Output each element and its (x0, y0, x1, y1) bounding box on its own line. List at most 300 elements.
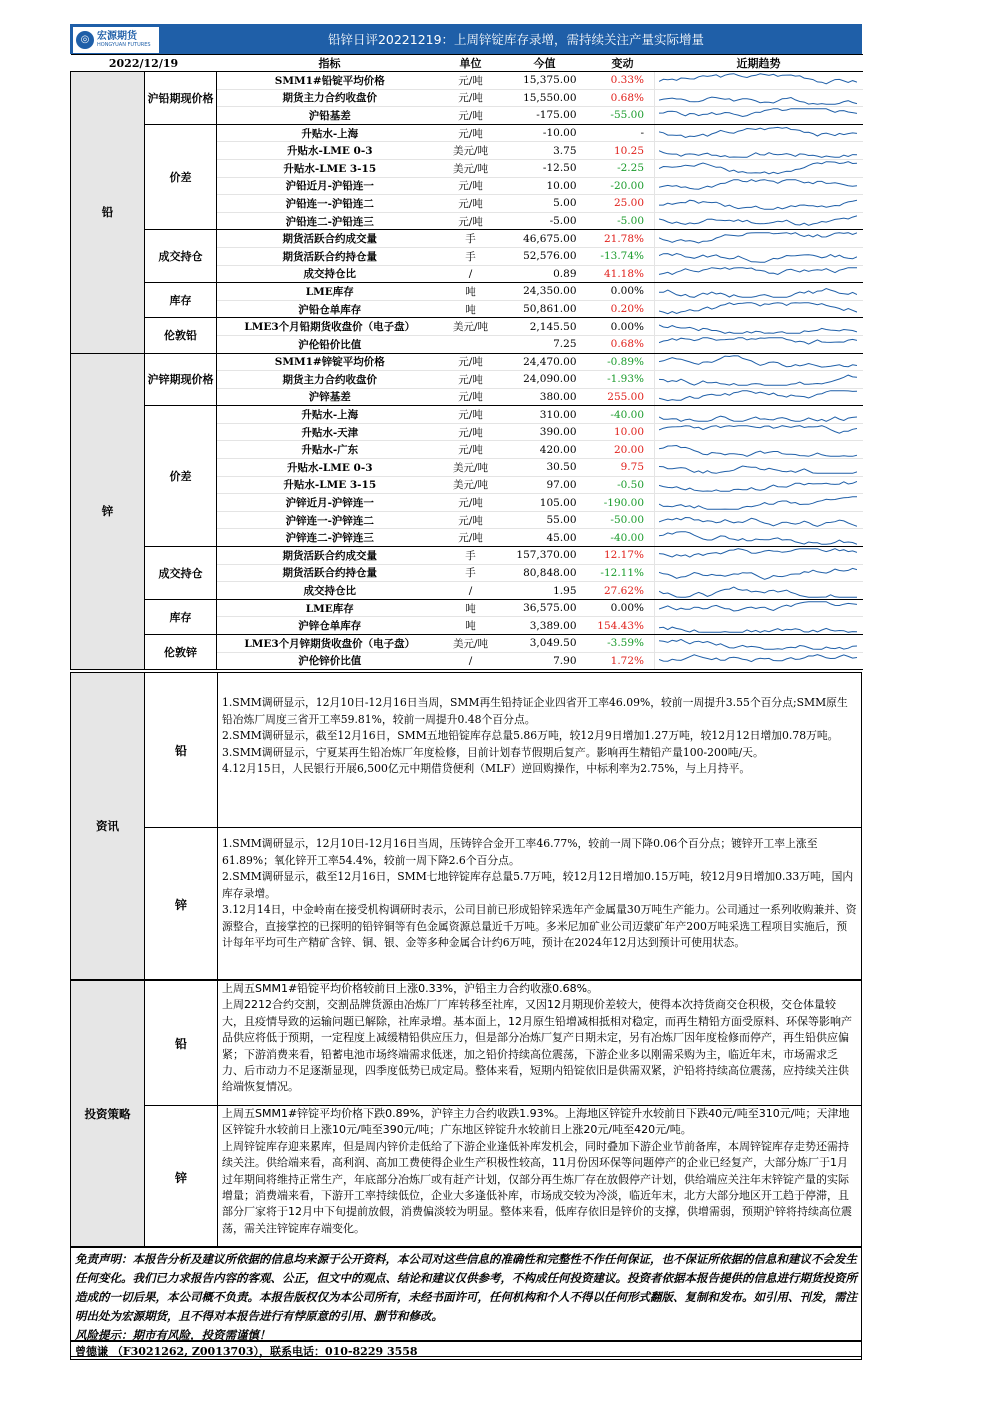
trend-cell (655, 371, 863, 389)
unit-cell: 元/吨 (443, 423, 499, 441)
risk-warning: 风险提示：期市有风险，投资需谨慎！ (75, 1328, 271, 1342)
trend-sparkline (659, 179, 857, 193)
group-label: 成交持仓 (145, 547, 217, 600)
trend-line (659, 416, 857, 421)
value-cell: 7.90 (499, 652, 591, 670)
news-label: 资讯 (71, 673, 145, 979)
indicator-name: 成交持仓比 (217, 265, 443, 283)
trend-line (659, 289, 857, 298)
change-cell: 41.18% (591, 265, 655, 283)
indicator-name: 期货活跃合约持仓量 (217, 564, 443, 582)
trend-sparkline (659, 443, 857, 457)
trend-sparkline (659, 478, 857, 492)
unit-cell: 元/吨 (443, 406, 499, 424)
section-label: 铅 (71, 72, 145, 354)
trend-sparkline (659, 460, 857, 474)
value-cell: 380.00 (499, 388, 591, 406)
trend-line (659, 109, 857, 117)
column-header-row (71, 55, 863, 72)
value-cell: 46,675.00 (499, 230, 591, 248)
trend-line (659, 355, 857, 366)
indicator-name: 升贴水-广东 (217, 441, 443, 459)
unit-cell: / (443, 582, 499, 600)
trend-line (659, 268, 857, 275)
change-cell: -190.00 (591, 494, 655, 512)
change-cell: 0.68% (591, 89, 655, 107)
unit-cell: 美元/吨 (443, 459, 499, 477)
trend-line (659, 325, 857, 333)
change-cell: 25.00 (591, 195, 655, 213)
unit-cell: 吨 (443, 283, 499, 301)
value-cell: 24,470.00 (499, 353, 591, 371)
value-cell: 36,575.00 (499, 599, 591, 617)
trend-cell (655, 635, 863, 653)
paragraph: 上周锌锭库存迎来累库，但是周内锌价走低给了下游企业逢低补库发机会，同时叠加下游企业节前备库，本周锌锭库存走势还需持续关注。供给端来看，高利润、高加工费使得企业生产积极性较高，11月份因环保等问题停产的企业已经复产，大部分炼厂于1月过年期间将维持正常生产，年底部分冶炼厂或有赶产计划，仅部分再生炼厂存在放假停产计划，供给端应关注年末锌锭产量的实际增量；消费端来看，下游开工率持续低位，企业大多逢低补库，市场成交较为冷淡，临近年末，北方大部分地区开工趋于停滞，且部分厂家将于12月中下旬提前放假，消费偏淡较为明显。整体来看，低库存依旧是锌价的支撑，供增需弱，预期沪锌将持续高位震荡，需关注锌锭库存端变化。 (222, 1139, 852, 1235)
change-cell: -50.00 (591, 511, 655, 529)
change-cell: 10.00 (591, 423, 655, 441)
table-row (71, 318, 863, 336)
change-cell: 255.00 (591, 388, 655, 406)
trend-cell (655, 406, 863, 424)
logo-en: HONGYUAN FUTURES (97, 42, 151, 48)
trend-cell (655, 247, 863, 265)
trend-cell (655, 318, 863, 336)
unit-cell: 手 (443, 547, 499, 565)
indicator-name: 沪铅连二-沪铅连三 (217, 212, 443, 230)
trend-sparkline (659, 73, 857, 87)
trend-line (659, 568, 857, 579)
unit-cell: 元/吨 (443, 89, 499, 107)
section-label: 锌 (71, 353, 145, 670)
trend-cell (655, 177, 863, 195)
change-cell: 154.43% (591, 617, 655, 635)
strategy-zinc-text (217, 1105, 861, 1248)
unit-cell: 元/吨 (443, 124, 499, 142)
table-row (71, 599, 863, 617)
indicator-name: 沪锌连一-沪锌连二 (217, 511, 443, 529)
change-cell: -5.00 (591, 212, 655, 230)
value-cell: 15,550.00 (499, 89, 591, 107)
value-cell: 310.00 (499, 406, 591, 424)
table-row (71, 547, 863, 565)
change-cell: 9.75 (591, 459, 655, 477)
unit-cell: 元/吨 (443, 195, 499, 213)
value-cell: 50,861.00 (499, 300, 591, 318)
indicator-name: LME库存 (217, 599, 443, 617)
trend-cell (655, 72, 863, 90)
change-cell: -0.89% (591, 353, 655, 371)
trend-line (659, 150, 857, 157)
trend-sparkline (659, 513, 857, 527)
value-cell: 7.25 (499, 335, 591, 353)
trend-line (659, 445, 857, 456)
unit-cell: 手 (443, 564, 499, 582)
company-logo (73, 27, 159, 53)
unit-cell: 元/吨 (443, 371, 499, 389)
table-row (71, 124, 863, 142)
unit-cell: 元/吨 (443, 511, 499, 529)
indicator-name: 期货活跃合约成交量 (217, 547, 443, 565)
unit-cell: 吨 (443, 300, 499, 318)
trend-cell (655, 547, 863, 565)
trend-sparkline (659, 566, 857, 580)
trend-sparkline (659, 619, 857, 633)
trend-sparkline (659, 548, 857, 562)
trend-line (659, 180, 857, 190)
change-cell: -3.59% (591, 635, 655, 653)
trend-sparkline (659, 302, 857, 316)
trend-cell (655, 459, 863, 477)
trend-line (659, 201, 857, 210)
trend-cell (655, 107, 863, 125)
unit-cell: 元/吨 (443, 177, 499, 195)
disclaimer-text: 免责声明：本报告分析及建议所依据的信息均来源于公开资料，本公司对这些信息的准确性和完整性不作任何保证，也不保证所依据的信息和建议不会发生任何变化。我们已力求报告内容的客观、公正，但文中的观点、结论和建议仅供参考，不构成任何投资建议。投资者依据本报告提供的信息进行期货投资所造成的一切后果，本公司概不负责。本报告版权仅为本公司所有，未经书面许可，任何机构和个人不得以任何形式翻版、复制和发布。如引用、刊发，需注明出处为宏源期货，且不得对本报告进行有悖原意的引用、删节和修改。 (75, 1252, 857, 1323)
table-row (71, 635, 863, 653)
trend-sparkline (659, 249, 857, 263)
change-cell: 12.17% (591, 547, 655, 565)
news-zinc-label: 锌 (145, 827, 217, 981)
trend-line (659, 162, 857, 174)
trend-sparkline (659, 232, 857, 246)
strategy-lead-text (217, 981, 861, 1105)
trend-cell (655, 652, 863, 670)
value-cell: -5.00 (499, 212, 591, 230)
trend-sparkline (659, 161, 857, 175)
paragraph: 3.SMM调研显示，宁夏某再生铅冶炼厂年度检修，目前计划春节假期后复产。影响再生精铅产量100-200吨/天。 (222, 745, 764, 759)
paragraph: 1.SMM调研显示，12月10日-12月16日当周，压铸锌合金开工率46.77%，较前一周下降0.06个百分点；镀锌开工率上涨至61.89%；氧化锌开工率54.4%，较前一周下降2.6个百分点。 (222, 837, 818, 867)
indicator-name: 沪锌连二-沪锌连三 (217, 529, 443, 547)
trend-line (659, 74, 857, 84)
indicator-name: 期货主力合约收盘价 (217, 89, 443, 107)
trend-line (659, 466, 857, 473)
value-cell: -175.00 (499, 107, 591, 125)
trend-cell (655, 124, 863, 142)
col-trend: 近期趋势 (655, 55, 863, 72)
indicator-name: LME库存 (217, 283, 443, 301)
trend-sparkline (659, 267, 857, 281)
indicator-name: 升贴水-LME 0-3 (217, 142, 443, 160)
unit-cell: 吨 (443, 617, 499, 635)
trend-cell (655, 388, 863, 406)
paragraph: 2.SMM调研显示，截至12月16日，SMM五地铅锭库存总量5.86万吨，较12月9日增加1.27万吨，较12月12日增加0.78万吨。 (222, 729, 839, 742)
logo-mark-icon: ◎ (76, 31, 94, 49)
value-cell: 45.00 (499, 529, 591, 547)
table-row (71, 230, 863, 248)
unit-cell: 元/吨 (443, 212, 499, 230)
unit-cell: 元/吨 (443, 353, 499, 371)
trend-sparkline (659, 284, 857, 298)
report-header (70, 24, 862, 54)
trend-sparkline (659, 320, 857, 334)
trend-cell (655, 335, 863, 353)
indicator-name: SMM1#锌锭平均价格 (217, 353, 443, 371)
trend-cell (655, 617, 863, 635)
unit-cell: 元/吨 (443, 494, 499, 512)
group-label: 伦敦锌 (145, 635, 217, 670)
indicator-name: 期货活跃合约成交量 (217, 230, 443, 248)
col-indicator: 指标 (217, 55, 443, 72)
change-cell: 0.20% (591, 300, 655, 318)
value-cell: -12.50 (499, 159, 591, 177)
trend-sparkline (659, 636, 857, 650)
trend-cell (655, 599, 863, 617)
trend-line (659, 481, 857, 491)
value-cell: 55.00 (499, 511, 591, 529)
trend-sparkline (659, 372, 857, 386)
trend-sparkline (659, 108, 857, 122)
unit-cell: / (443, 652, 499, 670)
news-section (70, 672, 862, 980)
value-cell: 1.95 (499, 582, 591, 600)
trend-cell (655, 230, 863, 248)
change-cell: 20.00 (591, 441, 655, 459)
value-cell: 24,090.00 (499, 371, 591, 389)
trend-cell (655, 195, 863, 213)
trend-line (659, 375, 857, 385)
change-cell: - (591, 124, 655, 142)
strategy-section (70, 980, 862, 1247)
value-cell: 10.00 (499, 177, 591, 195)
trend-line (659, 97, 857, 104)
trend-cell (655, 441, 863, 459)
change-cell: -55.00 (591, 107, 655, 125)
unit-cell: 美元/吨 (443, 635, 499, 653)
paragraph: 4.12月15日，人民银行开展6,500亿元中期借贷便利（MLF）逆回购操作，中标利率为2.75%，与上月持平。 (222, 762, 751, 775)
trend-line (659, 549, 857, 557)
paragraph: 1.SMM调研显示，12月10日-12月16日当周，SMM再生铅持证企业四省开工率46.09%，较前一周提升3.55个百分点;SMM原生铅冶炼厂周度三省开工率59.81%，较前一周提升0.48个百分点。 (222, 696, 848, 726)
trend-line (659, 531, 857, 544)
trend-sparkline (659, 144, 857, 158)
value-cell: 15,375.00 (499, 72, 591, 90)
trend-sparkline (659, 408, 857, 422)
change-cell: -12.11% (591, 564, 655, 582)
unit-cell: 美元/吨 (443, 318, 499, 336)
trend-line (659, 587, 857, 597)
trend-line (659, 655, 857, 662)
trend-sparkline (659, 601, 857, 615)
strategy-lead-label: 铅 (174, 1036, 187, 1051)
trend-cell (655, 283, 863, 301)
indicator-name: LME3个月锌期货收盘价（电子盘） (217, 635, 443, 653)
unit-cell: 元/吨 (443, 107, 499, 125)
indicator-name: 沪锌基差 (217, 388, 443, 406)
unit-cell: / (443, 265, 499, 283)
indicator-name: 沪锌仓单库存 (217, 617, 443, 635)
trend-line (659, 338, 857, 344)
trend-line (659, 127, 857, 137)
unit-cell: 美元/吨 (443, 476, 499, 494)
value-cell: 52,576.00 (499, 247, 591, 265)
unit-cell: 吨 (443, 599, 499, 617)
author-footer: 曾德谦 （F3021262, Z0013703），联系电话：010-8229 3558 (70, 1340, 862, 1360)
trend-cell (655, 564, 863, 582)
value-cell: 2,145.50 (499, 318, 591, 336)
table-row (71, 406, 863, 424)
trend-cell (655, 300, 863, 318)
group-label: 库存 (145, 599, 217, 634)
logo-cn: 宏源期货 (97, 31, 137, 42)
trend-line (659, 391, 857, 401)
change-cell: -1.93% (591, 371, 655, 389)
value-cell: 3.75 (499, 142, 591, 160)
trend-line (659, 426, 857, 434)
value-cell: 157,370.00 (499, 547, 591, 565)
trend-line (659, 602, 857, 611)
trend-sparkline (659, 531, 857, 545)
change-cell: 10.25 (591, 142, 655, 160)
change-cell: 0.00% (591, 599, 655, 617)
change-cell: 0.68% (591, 335, 655, 353)
col-unit: 单位 (443, 55, 499, 72)
trend-sparkline (659, 654, 857, 668)
indicator-name: 沪锌近月-沪锌连一 (217, 494, 443, 512)
value-cell: 0.89 (499, 265, 591, 283)
indicator-name: 升贴水-LME 3-15 (217, 476, 443, 494)
change-cell: 1.72% (591, 652, 655, 670)
change-cell: -40.00 (591, 406, 655, 424)
trend-line (659, 254, 857, 263)
group-label: 价差 (145, 406, 217, 547)
value-cell: 390.00 (499, 423, 591, 441)
report-date: 2022/12/19 (71, 55, 217, 72)
trend-line (659, 232, 857, 242)
trend-sparkline (659, 390, 857, 404)
unit-cell: 手 (443, 247, 499, 265)
unit-cell: 美元/吨 (443, 142, 499, 160)
value-cell: 105.00 (499, 494, 591, 512)
strategy-label: 投资策略 (71, 981, 145, 1246)
unit-cell: 美元/吨 (443, 159, 499, 177)
trend-cell (655, 353, 863, 371)
trend-line (659, 303, 857, 314)
change-cell: 21.78% (591, 230, 655, 248)
group-label: 成交持仓 (145, 230, 217, 283)
indicator-name: 升贴水-LME 0-3 (217, 459, 443, 477)
change-cell: 0.00% (591, 318, 655, 336)
value-cell: 30.50 (499, 459, 591, 477)
value-cell: 3,389.00 (499, 617, 591, 635)
unit-cell (443, 335, 499, 353)
trend-cell (655, 159, 863, 177)
trend-cell (655, 423, 863, 441)
trend-sparkline (659, 337, 857, 351)
trend-line (659, 216, 857, 226)
indicator-name: 沪铅近月-沪铅连一 (217, 177, 443, 195)
indicator-name: 沪铅基差 (217, 107, 443, 125)
report-page (70, 24, 862, 670)
indicator-name: 升贴水-天津 (217, 423, 443, 441)
trend-cell (655, 142, 863, 160)
trend-cell (655, 212, 863, 230)
indicator-name: LME3个月铅期货收盘价（电子盘） (217, 318, 443, 336)
trend-sparkline (659, 196, 857, 210)
trend-sparkline (659, 496, 857, 510)
trend-sparkline (659, 355, 857, 369)
data-table (70, 54, 863, 670)
value-cell: 80,848.00 (499, 564, 591, 582)
unit-cell: 元/吨 (443, 441, 499, 459)
indicator-name: 沪铅连一-沪铅连二 (217, 195, 443, 213)
paragraph: 上周2212合约交割，交割品牌货源由冶炼厂厂库转移至社库，又因12月期现价差较大，使得本次持货商交仓积极，交仓体量较大，且疫情导致的运输问题已解除，社库录增。基本面上，12月原生铅增减相抵相对稳定，而再生精铅方面受原料、环保等影响产品供应将低于预期，一定程度上减缓精铅供应压力，但是部分冶炼厂复产日期未定，另有冶炼厂因年度检修而停产，再生铅供应偏紧；下游消费来看，铅蓄电池市场终端需求低迷，加之铅价持续高位震荡，下游企业多以刚需采购为主，临近年末，市场需求乏力、后市动力不足逐渐显现，四季度低势已成定局。整体来看，短期内铅锭依旧是供需双紧，沪铅将持续高位震荡，应持续关注供给端恢复情况。 (222, 998, 852, 1094)
change-cell: -40.00 (591, 529, 655, 547)
table-row (71, 283, 863, 301)
value-cell: 5.00 (499, 195, 591, 213)
indicator-name: 升贴水-上海 (217, 406, 443, 424)
col-value: 今值 (499, 55, 591, 72)
group-label: 库存 (145, 283, 217, 318)
table-row (71, 72, 863, 90)
paragraph: 3.12月14日，中金岭南在接受机构调研时表示，公司目前已形成铅锌采选年产金属量30万吨生产能力。公司通过一系列收购兼并、资源整合，直接掌控的已探明的铅锌铜等有色金属资源总量近千万吨。多米尼加矿业公司迈蒙矿年产200万吨采选工程项目实施后，预计每年平均可生产精矿含锌、铜、银、金等多种金属合计约6万吨，预计在2024年12月达到预计可使用状态。 (222, 903, 857, 949)
unit-cell: 元/吨 (443, 529, 499, 547)
trend-line (659, 627, 857, 632)
paragraph: 2.SMM调研显示，截至12月16日，SMM七地锌锭库存总量5.7万吨，较12月12日增加0.15万吨，较12月9日增加0.33万吨，国内库存录增。 (222, 870, 854, 900)
trend-sparkline (659, 126, 857, 140)
trend-cell (655, 265, 863, 283)
value-cell: 420.00 (499, 441, 591, 459)
change-cell: -13.74% (591, 247, 655, 265)
unit-cell: 手 (443, 230, 499, 248)
news-zinc-text (217, 827, 861, 981)
trend-line (659, 640, 857, 650)
indicator-name: 沪伦铅价比值 (217, 335, 443, 353)
trend-line (659, 496, 857, 509)
group-label: 沪锌期现价格 (145, 353, 217, 406)
indicator-name: 升贴水-LME 3-15 (217, 159, 443, 177)
group-label: 价差 (145, 124, 217, 230)
trend-line (659, 518, 857, 527)
change-cell: -20.00 (591, 177, 655, 195)
paragraph: 上周五SMM1#锌锭平均价格下跌0.89%，沪锌主力合约收跌1.93%。上海地区锌锭升水较前日下跌40元/吨至310元/吨；天津地区锌锭升水较前日上涨10元/吨至390元/吨；广东地区锌锭升水较前日上涨20元/吨至420元/吨。 (222, 1107, 850, 1137)
table-row (71, 353, 863, 371)
change-cell: -0.50 (591, 476, 655, 494)
strategy-zinc-label: 锌 (145, 1105, 217, 1248)
value-cell: 97.00 (499, 476, 591, 494)
indicator-name: 期货活跃合约持仓量 (217, 247, 443, 265)
trend-sparkline (659, 91, 857, 105)
group-label: 伦敦铅 (145, 318, 217, 353)
change-cell: -2.25 (591, 159, 655, 177)
unit-cell: 元/吨 (443, 72, 499, 90)
value-cell: 3,049.50 (499, 635, 591, 653)
report-title: 铅锌日评20221219：上周锌锭库存录增，需持续关注产量实际增量 (327, 32, 705, 47)
trend-cell (655, 494, 863, 512)
trend-sparkline (659, 584, 857, 598)
change-cell: 0.33% (591, 72, 655, 90)
indicator-name: 沪铅仓单库存 (217, 300, 443, 318)
indicator-name: 沪伦锌价比值 (217, 652, 443, 670)
unit-cell: 元/吨 (443, 388, 499, 406)
trend-cell (655, 89, 863, 107)
change-cell: 27.62% (591, 582, 655, 600)
col-change: 变动 (591, 55, 655, 72)
indicator-name: 期货主力合约收盘价 (217, 371, 443, 389)
indicator-name: 成交持仓比 (217, 582, 443, 600)
indicator-name: SMM1#铅锭平均价格 (217, 72, 443, 90)
paragraph: 上周五SMM1#铅锭平均价格较前日上涨0.33%，沪铅主力合约收涨0.68%。 (222, 982, 599, 995)
trend-sparkline (659, 214, 857, 228)
indicator-name: 升贴水-上海 (217, 124, 443, 142)
trend-sparkline (659, 425, 857, 439)
value-cell: 24,350.00 (499, 283, 591, 301)
trend-cell (655, 476, 863, 494)
group-label: 沪铅期现价格 (145, 72, 217, 125)
change-cell: 0.00% (591, 283, 655, 301)
value-cell: -10.00 (499, 124, 591, 142)
news-lead-text (217, 673, 861, 827)
trend-cell (655, 529, 863, 547)
trend-cell (655, 511, 863, 529)
trend-cell (655, 582, 863, 600)
